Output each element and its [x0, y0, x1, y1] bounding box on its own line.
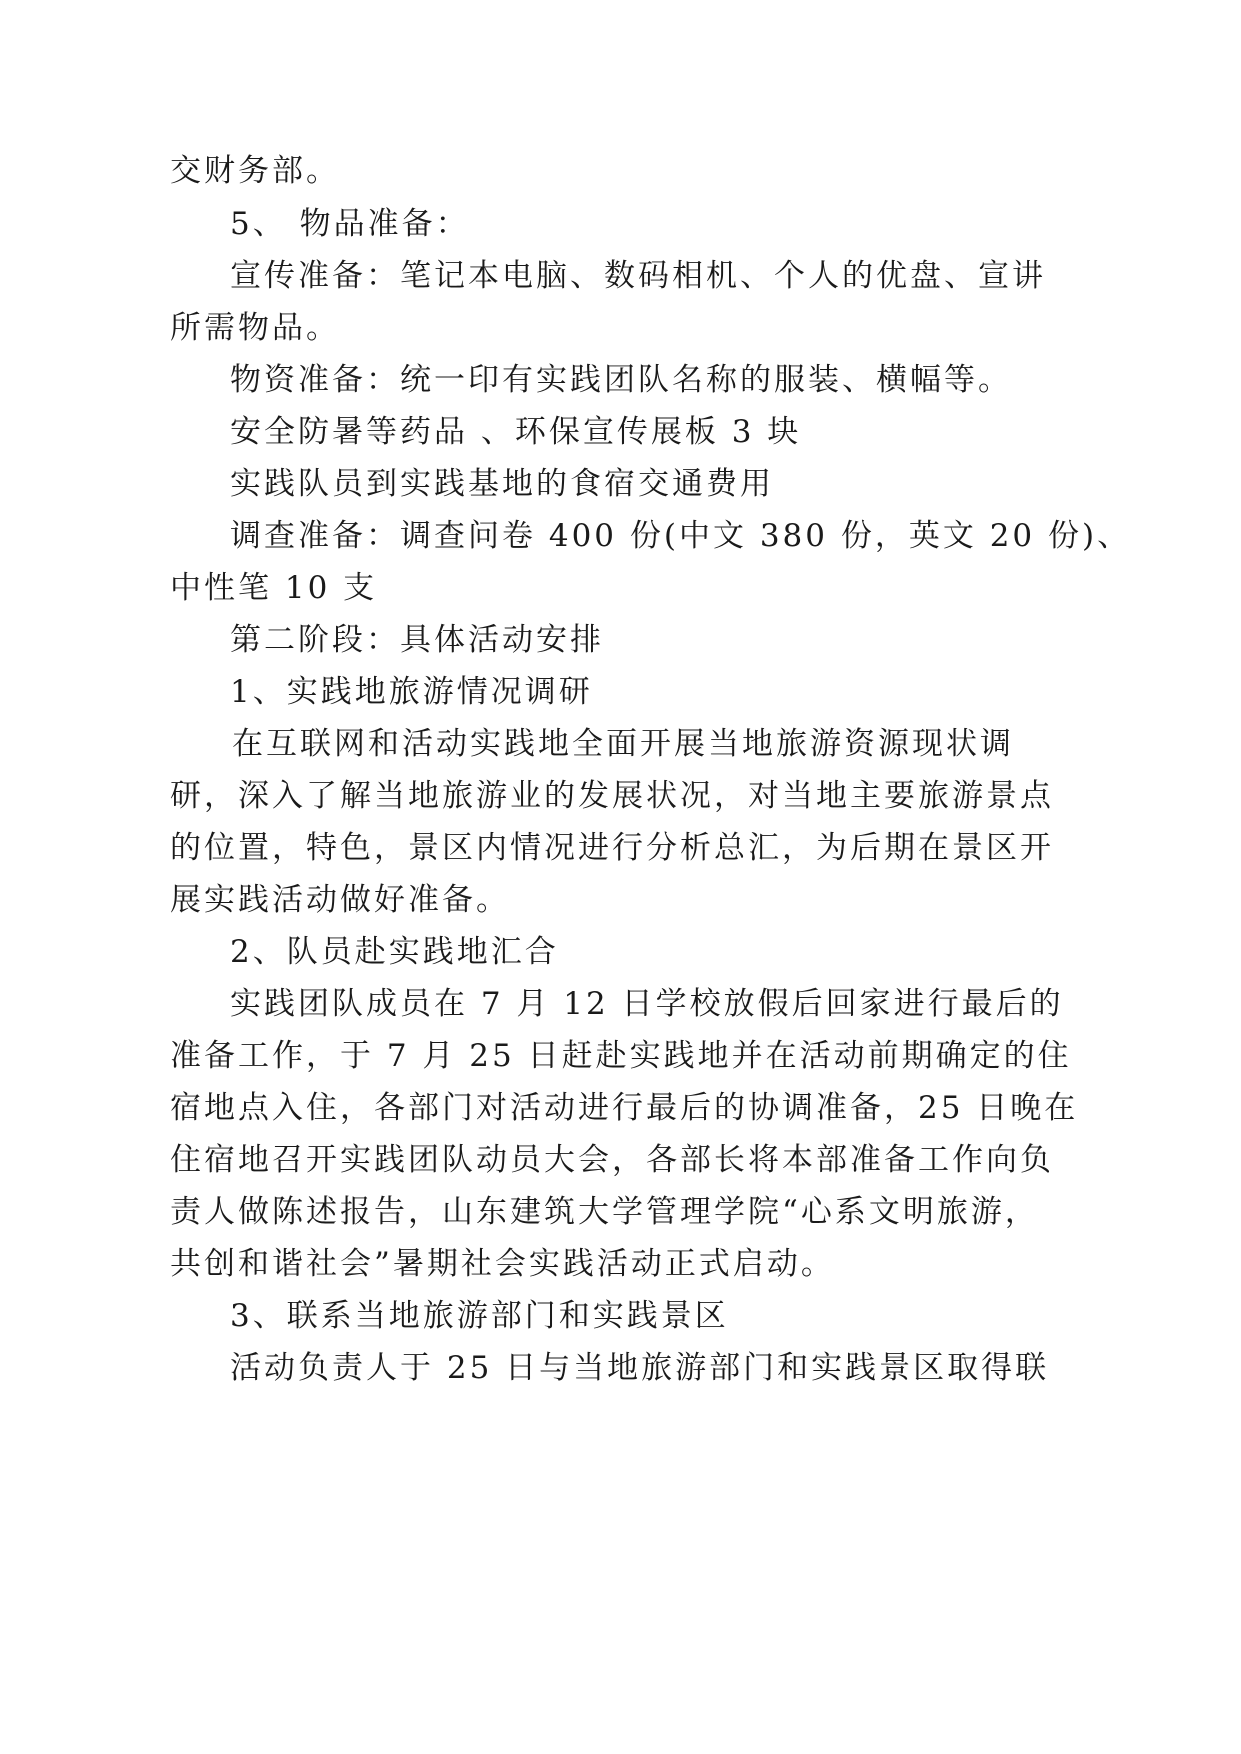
text-line: 共创和谐社会”暑期社会实践活动正式启动。 [170, 1246, 835, 1282]
text-line: 研，深入了解当地旅游业的发展状况，对当地主要旅游景点 [170, 778, 1054, 814]
text-line: 在互联网和活动实践地全面开展当地旅游资源现状调 [232, 726, 1014, 762]
text-line: 所需物品。 [170, 310, 340, 346]
text-line: 中性笔 10 支 [170, 570, 378, 606]
section-heading: 2、队员赴实践地汇合 [230, 934, 559, 970]
text-line: 调查准备：调查问卷 400 份(中文 380 份，英文 20 份)、 [230, 518, 1132, 554]
text-line: 实践队员到实践基地的食宿交通费用 [230, 466, 774, 502]
section-heading: 5、 物品准备： [230, 206, 470, 242]
text-line: 安全防暑等药品 、环保宣传展板 3 块 [230, 414, 802, 450]
text-line: 宿地点入住，各部门对活动进行最后的协调准备，25 日晚在 [170, 1090, 1079, 1126]
text-line: 交财务部。 [170, 153, 340, 189]
section-heading: 1、实践地旅游情况调研 [230, 674, 593, 710]
text-line: 宣传准备：笔记本电脑、数码相机、个人的优盘、宣讲 [230, 258, 1046, 294]
text-line: 准备工作，于 7 月 25 日赶赴实践地并在活动前期确定的住 [170, 1038, 1072, 1074]
text-line: 展实践活动做好准备。 [170, 882, 510, 918]
text-line: 的位置，特色，景区内情况进行分析总汇，为后期在景区开 [170, 830, 1054, 866]
text-line: 实践团队成员在 7 月 12 日学校放假后回家进行最后的 [230, 986, 1064, 1022]
text-line: 物资准备：统一印有实践团队名称的服装、横幅等。 [230, 362, 1012, 398]
section-heading: 3、联系当地旅游部门和实践景区 [230, 1298, 729, 1334]
section-heading: 第二阶段：具体活动安排 [230, 622, 604, 658]
text-line: 责人做陈述报告，山东建筑大学管理学院“心系文明旅游， [170, 1194, 1039, 1230]
text-line: 住宿地召开实践团队动员大会，各部长将本部准备工作向负 [170, 1142, 1054, 1178]
text-line: 活动负责人于 25 日与当地旅游部门和实践景区取得联 [230, 1350, 1050, 1386]
